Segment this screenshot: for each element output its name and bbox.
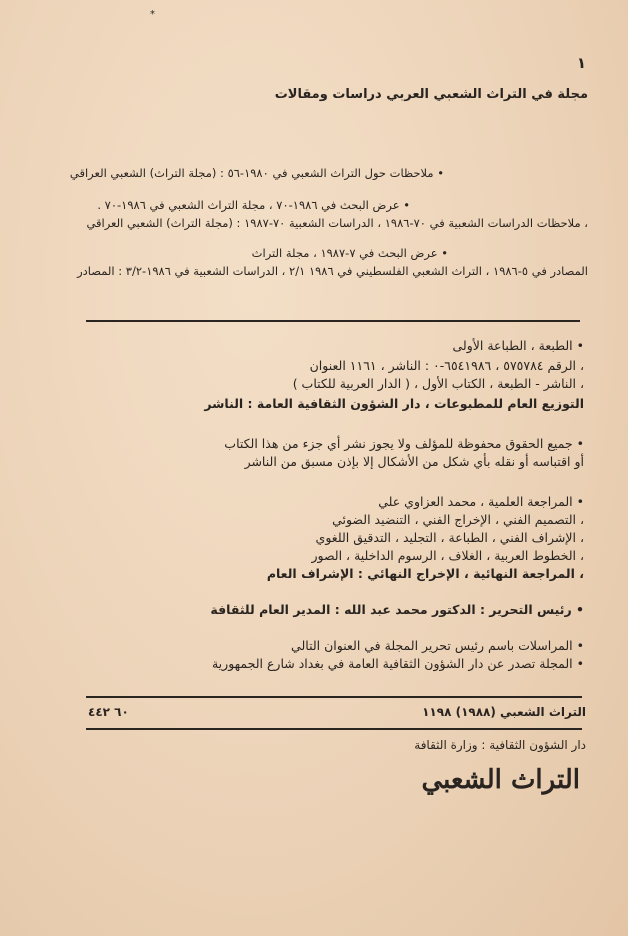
divider-footer-top bbox=[86, 696, 582, 698]
ref-line-2: • عرض البحث في ١٩٨٦-٧٠ ، مجلة التراث الشعبي في ١٩٨٦-٧٠ . bbox=[97, 198, 410, 212]
ref-line-1: • ملاحظات حول التراث الشعبي في ١٩٨٠-٥٦ : (مجلة التراث) الشعبي العراقي bbox=[69, 166, 444, 180]
ref-line-3: ، ملاحظات الدراسات الشعبية في ٧٠-١٩٨٦ ، الدراسات الشعبية ٧٠-١٩٨٧ : (مجلة التراث) الشعبي العراقي bbox=[86, 216, 588, 230]
divider-top bbox=[86, 320, 580, 322]
address-line-2: • المجلة تصدر عن دار الشؤون الثقافية العامة في بغداد شارع الجمهورية bbox=[211, 656, 584, 671]
divider-footer-bottom bbox=[86, 728, 582, 730]
detail-line-4: التوزيع العام للمطبوعات ، دار الشؤون الثقافية العامة : الناشر bbox=[204, 396, 584, 411]
contributor-line-1: • المراجعة العلمية ، محمد العزاوي علي bbox=[378, 494, 584, 509]
page-number: ١ bbox=[576, 54, 586, 72]
detail-line-2: ، الرقم ٥٧٥٧٨٤ ، ٦٥٤١٩٨٦-٠ : الناشر ، ١١٦١ العنوان bbox=[309, 358, 584, 373]
contributor-line-5: ، المراجعة النهائية ، الإخراج النهائي : الإشراف العام bbox=[266, 566, 584, 581]
address-line-1: • المراسلات باسم رئيس تحرير المجلة في العنوان التالي bbox=[291, 638, 584, 653]
contributor-line-2: ، التصميم الفني ، الإخراج الفني ، التنضيد الضوئي bbox=[332, 512, 584, 527]
contributor-line-4: ، الخطوط العربية ، الغلاف ، الرسوم الداخلية ، الصور bbox=[311, 548, 584, 563]
detail-line-3: ، الناشر - الطبعة ، الكتاب الأول ، ( الدار العربية للكتاب ) bbox=[292, 376, 584, 391]
detail-line-1: • الطبعة ، الطباعة الأولى bbox=[452, 338, 584, 353]
notice-line-1: • جميع الحقوق محفوظة للمؤلف ولا يجوز نشر أي جزء من هذا الكتاب bbox=[224, 436, 584, 451]
page-heading: مجلة في التراث الشعبي العربي دراسات ومقالات bbox=[274, 87, 588, 102]
notice-line-2: أو اقتباسه أو نقله بأي شكل من الأشكال إلا بإذن مسبق من الناشر bbox=[244, 454, 584, 469]
corner-mark: * bbox=[150, 9, 155, 20]
contributor-line-3: ، الإشراف الفني ، الطباعة ، التجليد ، التدقيق اللغوي bbox=[315, 530, 584, 545]
footer-title: التراث الشعبي (١٩٨٨) ١١٩٨ bbox=[422, 705, 586, 719]
publisher-logo: التراث الشعبي bbox=[421, 765, 580, 795]
ref-line-4: • عرض البحث في ٧-١٩٨٧ ، مجلة التراث bbox=[251, 246, 448, 260]
footer-code: ٦٠ ٤٤٢ bbox=[88, 705, 129, 719]
ref-line-5: المصادر في ٥-١٩٨٦ ، التراث الشعبي الفلسطيني في ١٩٨٦ ٢/١ ، الدراسات الشعبية في ١٩٨٦-٣/٢ : المصادر bbox=[77, 264, 588, 278]
editor-line: • رئيس التحرير : الدكتور محمد عبد الله : المدير العام للثقافة bbox=[210, 602, 584, 617]
publisher-line: دار الشؤون الثقافية : وزارة الثقافة bbox=[414, 738, 586, 752]
